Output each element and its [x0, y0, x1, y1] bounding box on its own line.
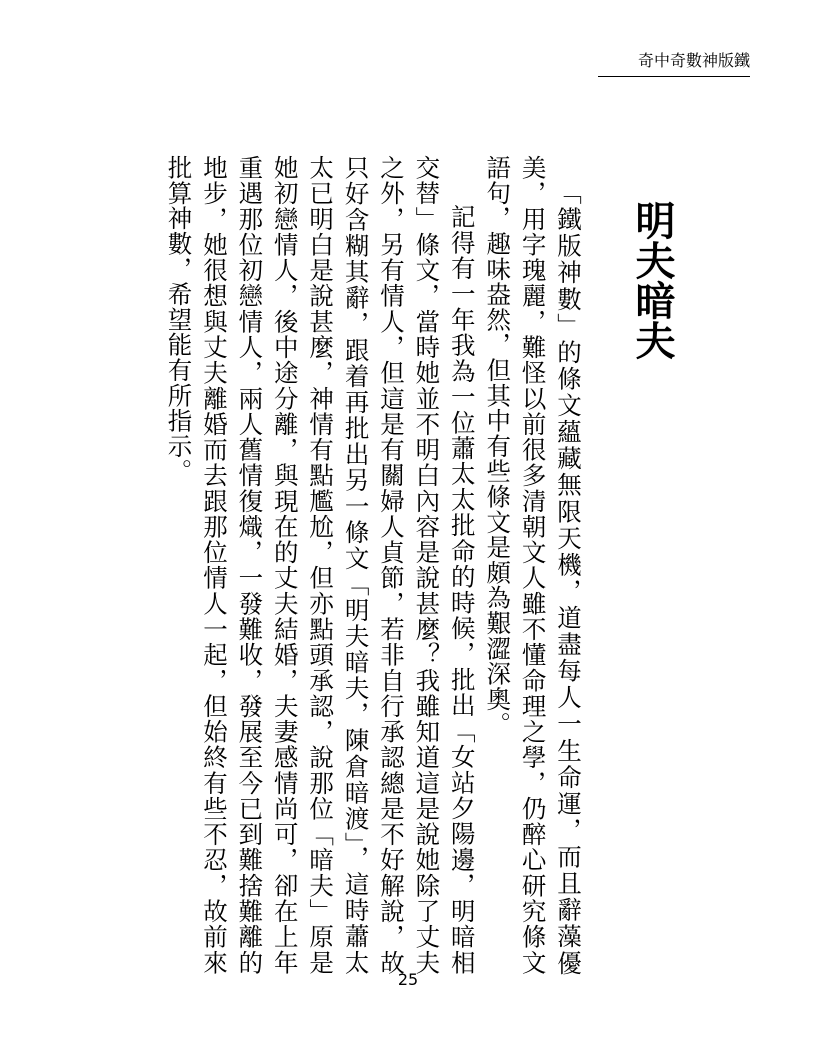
article-body — [162, 155, 586, 975]
paragraph-1: 「鐵版神數」的條文蘊藏無限天機，道盡每人一生命運，而且辭藻優美，用字瑰麗，難怪以前很多清朝文人雖不懂命理之學，仍醉心研究條文語句，趣味盎然，但其中有些條文是頗為艱澀深奧。 — [483, 155, 583, 975]
paragraph-2: 記得有一年我為一位蕭太太批命的時候，批出「女站夕陽邊，明暗相交替」條文，當時她並不明白內容是說甚麼？我雖知道這是說她除了丈夫之外，另有情人，但這是有關婦人貞節，若非自行承認總是不好解說，故只好含糊其辭，跟着再批出另一條文「明夫暗夫，陳倉暗渡」，這時蕭太太已明白是說甚麼，神情有點尷尬，但亦點頭承認，說那位「暗夫」原是她初戀情人，後中途分離，與現在的丈夫結婚，夫妻感情尚可，卻在上年重遇那位初戀情人，兩人舊情復熾，一發難收，發展至今已到難捨難離的地步，她很想與丈夫離婚而去跟那位情人一起，但始終有些不忍，故前來批算神數，希望能有所指示。 — [164, 155, 477, 975]
header-rule — [598, 76, 750, 77]
page-number: 25 — [397, 970, 419, 989]
running-header: 奇中奇數神版鐵 — [637, 51, 750, 70]
article-title: 明夫暗夫 — [629, 200, 675, 360]
